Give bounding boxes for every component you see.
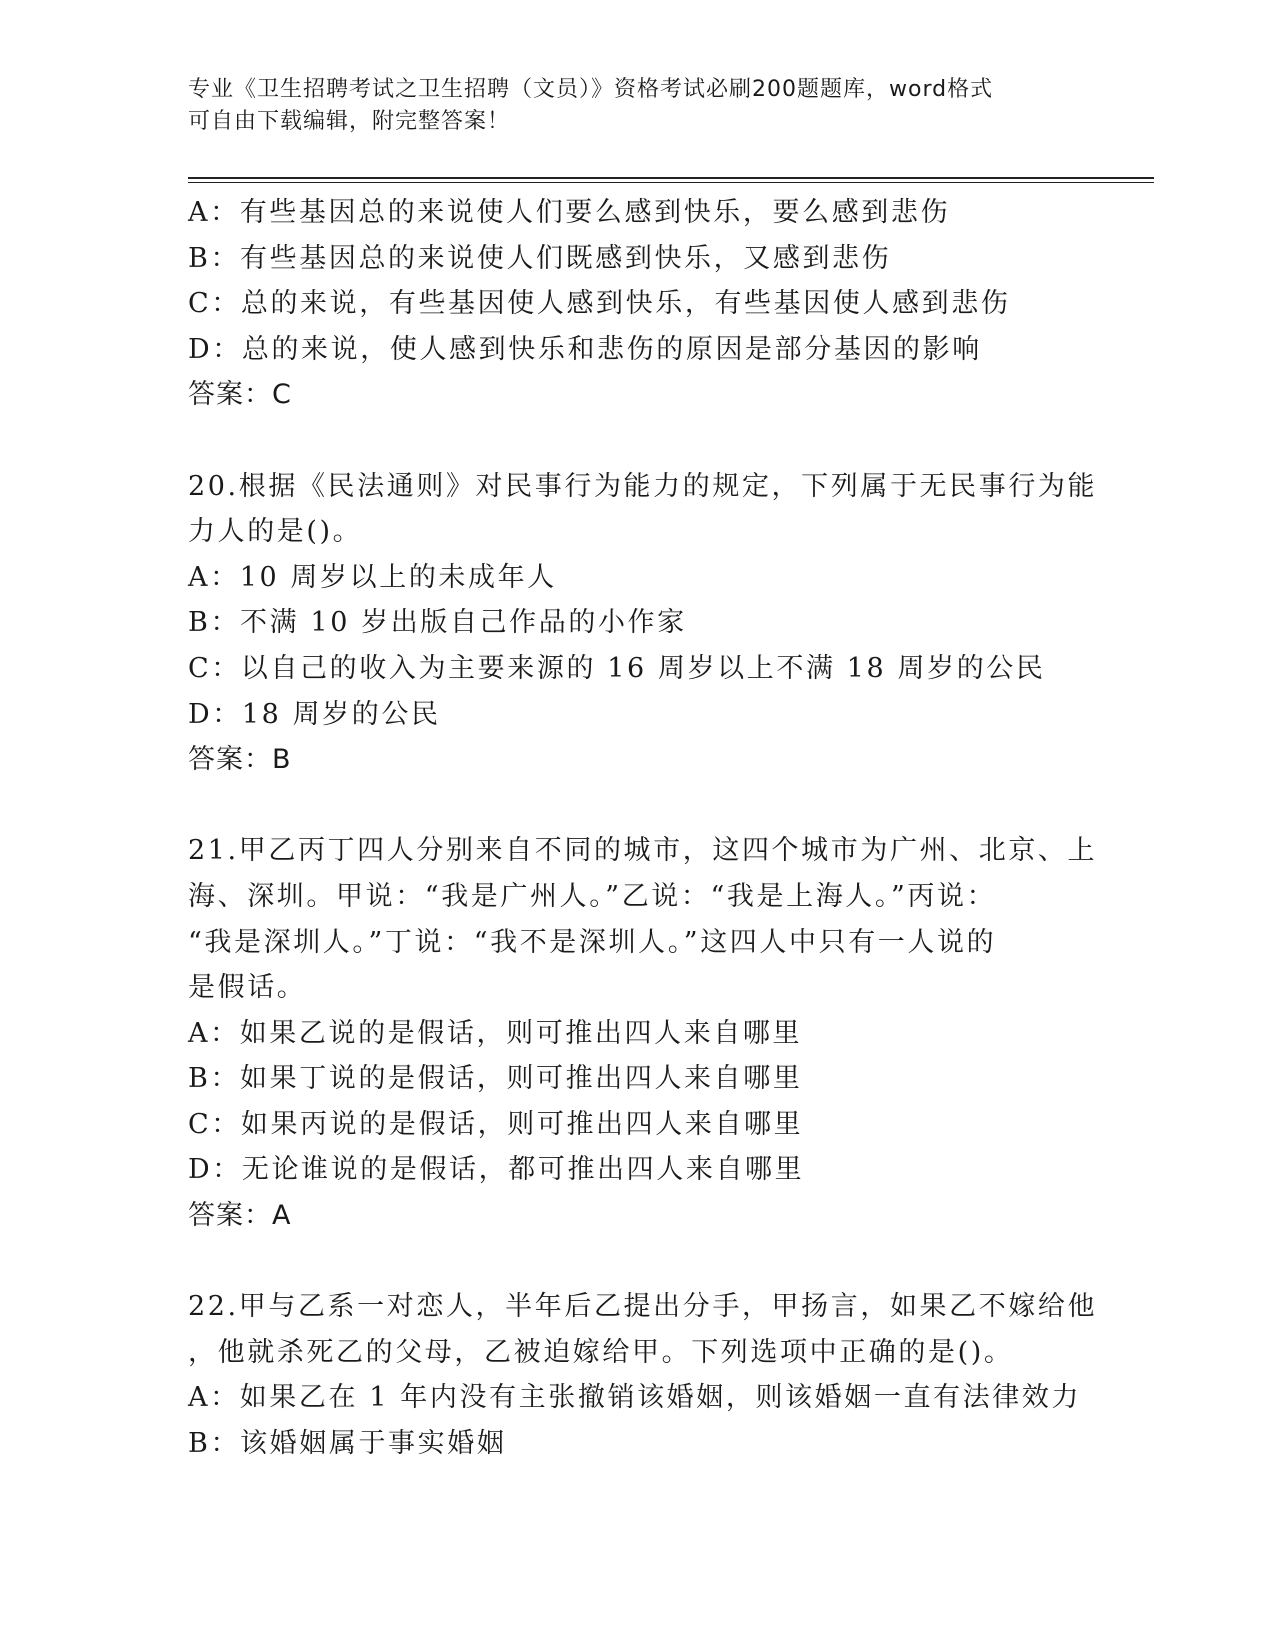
option-d: D：总的来说，使人感到快乐和悲伤的原因是部分基因的影响 [188, 333, 982, 365]
option-b: B：如果丁说的是假话，则可推出四人来自哪里 [188, 1063, 803, 1095]
question-stem: 20.根据《民法通则》对民事行为能力的规定，下列属于无民事行为能 [188, 470, 1098, 502]
question-19 [188, 190, 1088, 418]
option-c: C：总的来说，有些基因使人感到快乐，有些基因使人感到悲伤 [188, 288, 1011, 320]
question-stem: 21.甲乙丙丁四人分别来自不同的城市，这四个城市为广州、北京、上 [188, 835, 1098, 867]
spacer [188, 783, 1088, 829]
option-b: B：有些基因总的来说使人们既感到快乐，又感到悲伤 [188, 242, 892, 274]
question-stem: 是假话。 [188, 972, 307, 1004]
header-title-line-2: 可自由下载编辑，附完整答案！ [188, 109, 511, 134]
question-stem: “我是深圳人。”丁说：“我不是深圳人。”这四人中只有一人说的 [188, 926, 997, 958]
question-stem: ，他就杀死乙的父母，乙被迫嫁给甲。下列选项中正确的是()。 [188, 1336, 1014, 1368]
spacer [188, 1239, 1088, 1285]
question-stem: 海、深圳。甲说：“我是广州人。”乙说：“我是上海人。”丙说： [188, 880, 997, 912]
option-a: A：如果乙说的是假话，则可推出四人来自哪里 [188, 1017, 803, 1049]
option-d: D：无论谁说的是假话，都可推出四人来自哪里 [188, 1154, 805, 1186]
header-divider-thin [188, 182, 1154, 183]
header-title-line-1: 专业《卫生招聘考试之卫生招聘（文员）》资格考试必刷200题题库，word格式 [188, 77, 994, 102]
document-header [188, 74, 1068, 138]
question-stem: 22.甲与乙系一对恋人，半年后乙提出分手，甲扬言，如果乙不嫁给他 [188, 1291, 1098, 1323]
spacer [188, 418, 1088, 464]
option-a: A：如果乙在 1 年内没有主张撤销该婚姻，则该婚姻一直有法律效力 [188, 1382, 1082, 1414]
answer: 答案：B [188, 744, 292, 776]
option-d: D：18 周岁的公民 [188, 698, 441, 730]
question-stem: 力人的是()。 [188, 516, 363, 548]
option-a: A：有些基因总的来说使人们要么感到快乐，要么感到悲伤 [188, 197, 951, 228]
option-c: C：如果丙说的是假话，则可推出四人来自哪里 [188, 1108, 804, 1140]
question-22 [188, 1284, 1098, 1466]
option-c: C：以自己的收入为主要来源的 16 周岁以上不满 18 周岁的公民 [188, 652, 1046, 684]
answer: 答案：C [188, 379, 292, 411]
option-b: B：不满 10 岁出版自己作品的小作家 [188, 607, 687, 639]
question-20 [188, 464, 1098, 783]
option-a: A：10 周岁以上的未成年人 [188, 561, 557, 593]
question-21 [188, 828, 1098, 1238]
answer: 答案：A [188, 1200, 292, 1232]
header-divider-thick [188, 177, 1154, 179]
question-list [188, 190, 1098, 1467]
option-b: B：该婚姻属于事实婚姻 [188, 1428, 507, 1460]
